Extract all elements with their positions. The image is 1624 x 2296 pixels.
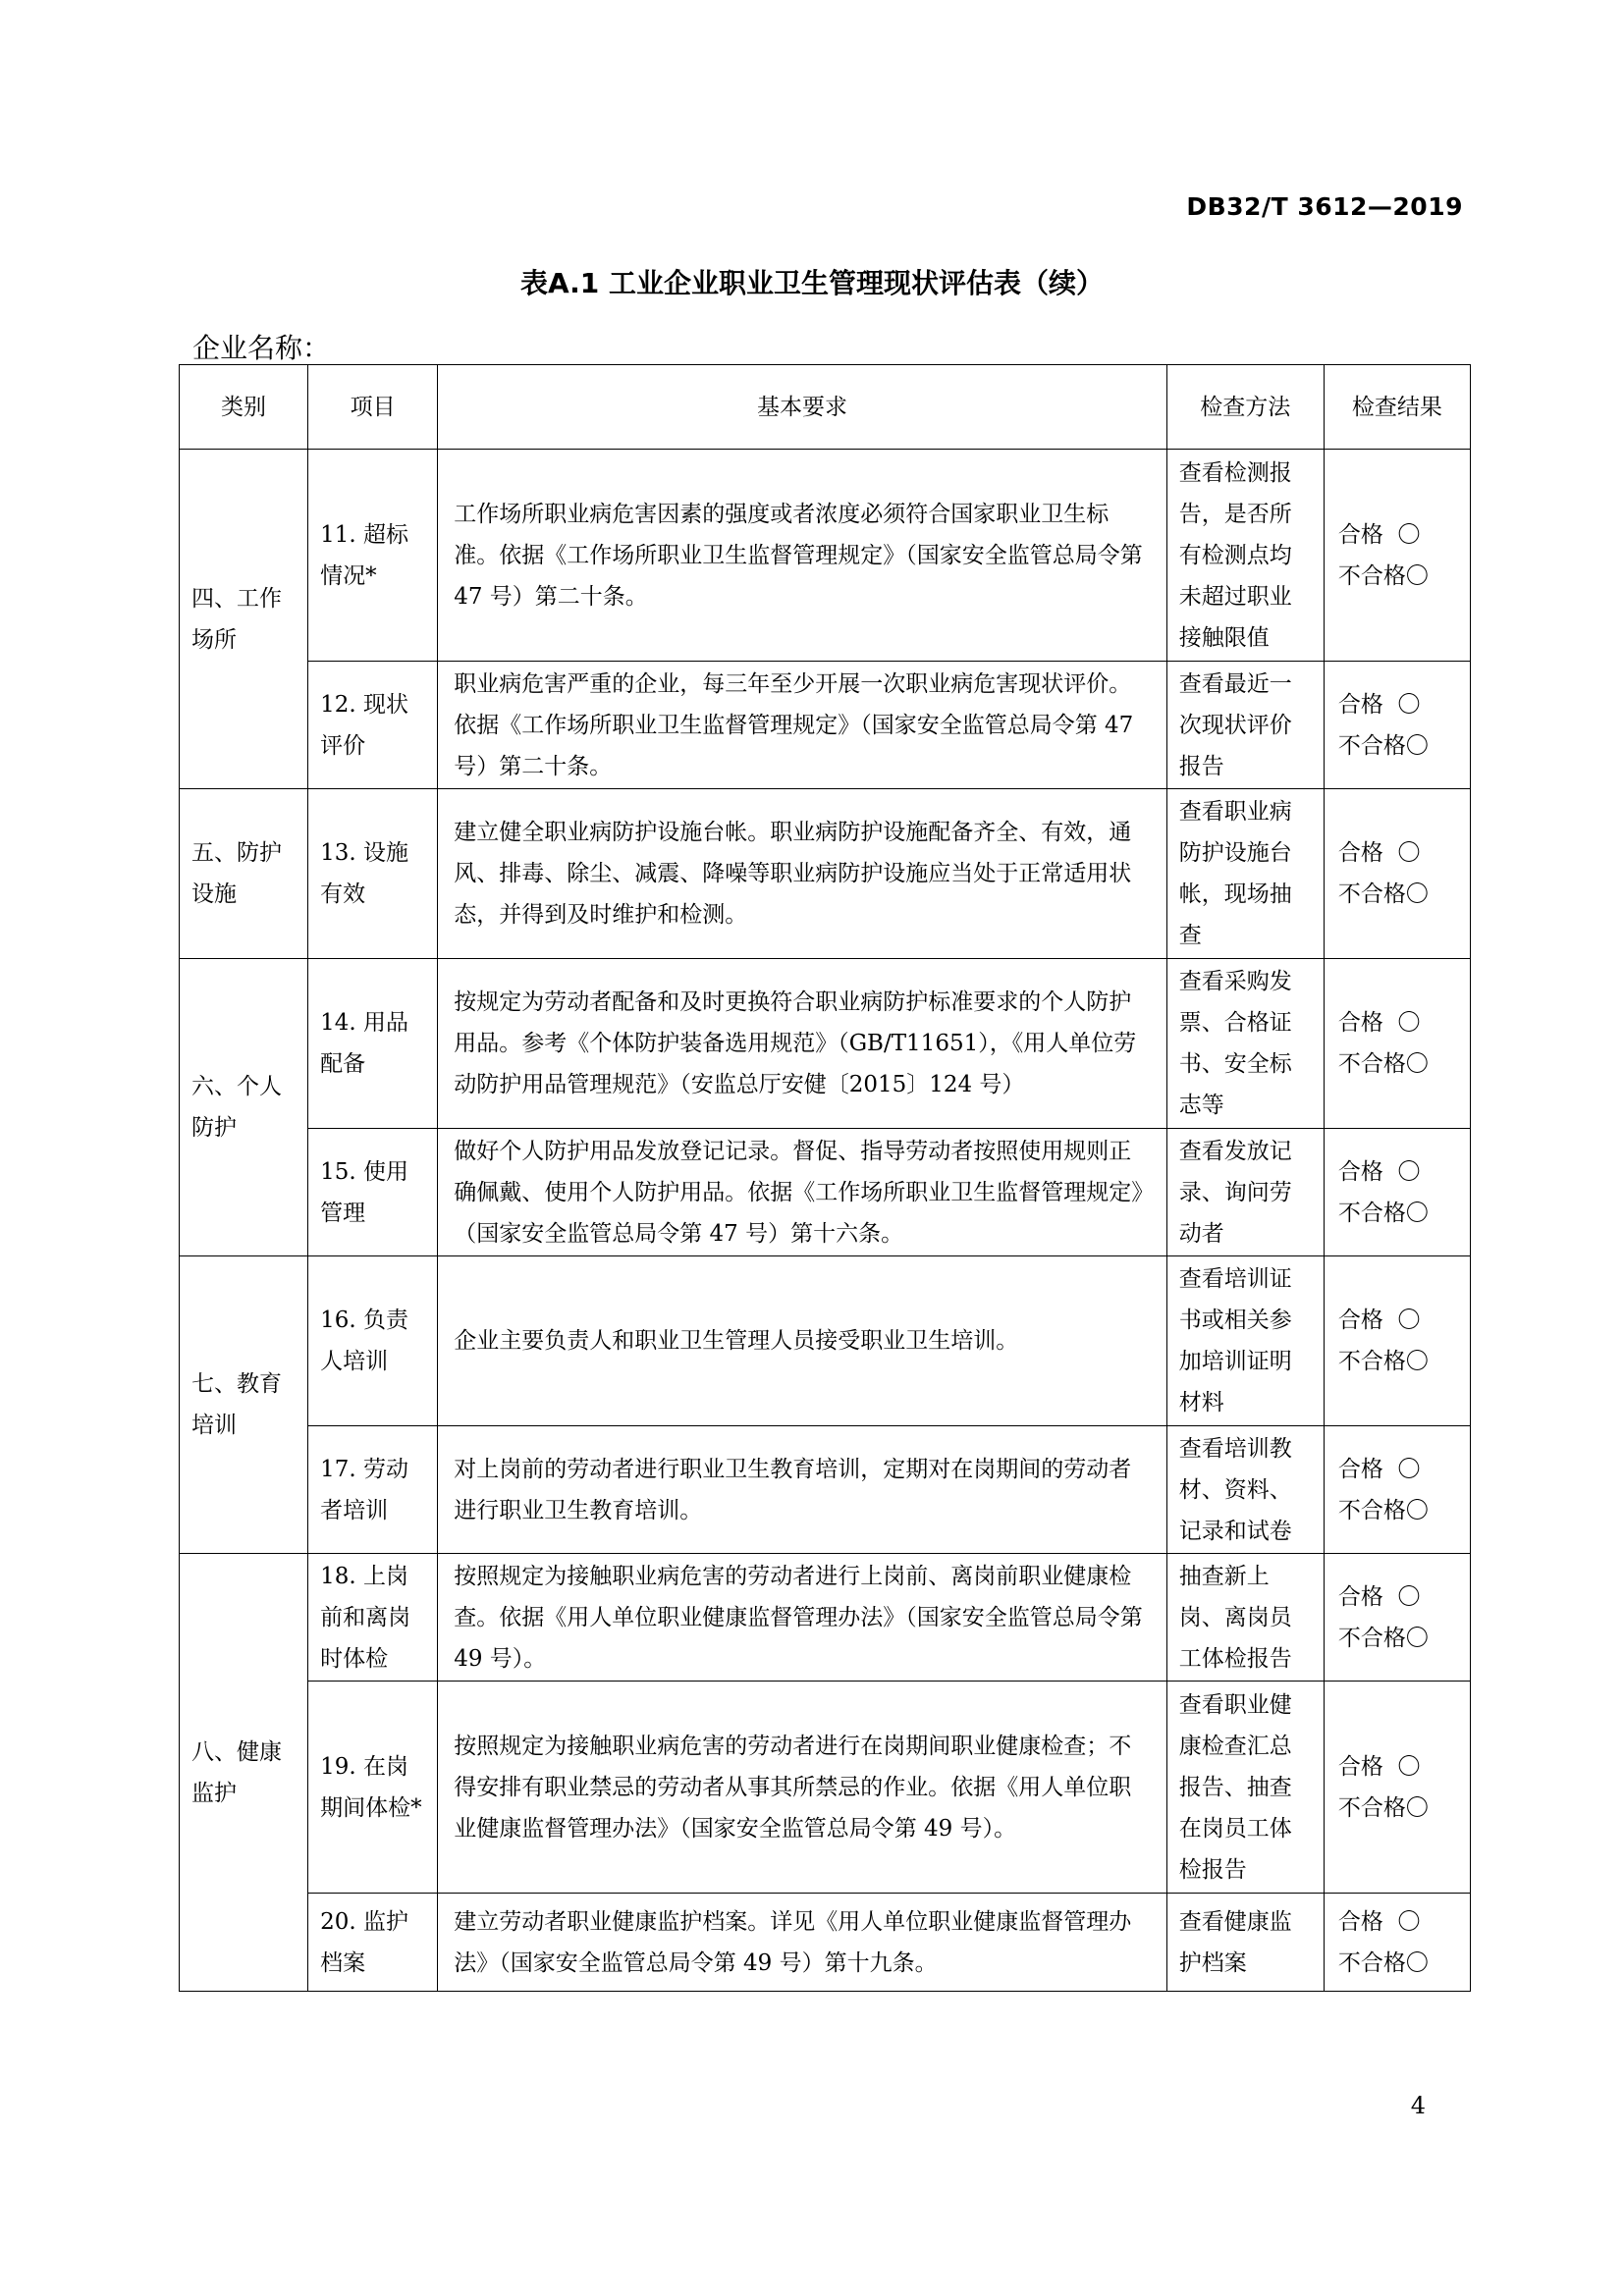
table-row	[180, 662, 1471, 789]
result-pass-option[interactable]: 合格 〇	[1337, 1456, 1421, 1482]
requirement-cell: 做好个人防护用品发放登记记录。督促、指导劳动者按照使用规则正确佩戴、使用个人防护用品。依据《工作场所职业卫生监督管理规定》（国家安全监管总局令第 47 号）第十六条。	[438, 1129, 1167, 1256]
result-fail-option[interactable]: 不合格〇	[1337, 562, 1429, 589]
method-cell: 查看健康监护档案	[1166, 1894, 1324, 1992]
method-cell: 查看职业健康检查汇总报告、抽查在岗员工体检报告	[1166, 1682, 1324, 1894]
result-fail-option[interactable]: 不合格〇	[1337, 881, 1429, 907]
item-cell: 12. 现状评价	[308, 662, 438, 789]
result-cell	[1324, 1682, 1470, 1894]
requirement-cell: 建立劳动者职业健康监护档案。详见《用人单位职业健康监督管理办法》（国家安全监管总局令第 49 号）第十九条。	[438, 1894, 1167, 1992]
result-cell	[1324, 1256, 1470, 1426]
table-header-row	[180, 365, 1471, 450]
category-cell: 五、防护设施	[180, 789, 308, 959]
category-cell: 七、教育培训	[180, 1256, 308, 1554]
table-row	[180, 1894, 1471, 1992]
method-cell: 查看采购发票、合格证书、安全标志等	[1166, 959, 1324, 1129]
result-pass-option[interactable]: 合格 〇	[1337, 1753, 1421, 1780]
result-cell	[1324, 1554, 1470, 1682]
requirement-cell: 企业主要负责人和职业卫生管理人员接受职业卫生培训。	[438, 1256, 1167, 1426]
table-row	[180, 1554, 1471, 1682]
result-pass-option[interactable]: 合格 〇	[1337, 1308, 1421, 1333]
header-requirement: 基本要求	[438, 365, 1167, 450]
item-cell: 15. 使用管理	[308, 1129, 438, 1256]
result-pass-option[interactable]: 合格 〇	[1337, 1158, 1421, 1185]
result-pass-option[interactable]: 合格 〇	[1337, 521, 1421, 548]
result-cell	[1324, 1894, 1470, 1992]
requirement-cell: 建立健全职业病防护设施台帐。职业病防护设施配备齐全、有效，通风、排毒、除尘、减震、降噪等职业病防护设施应当处于正常适用状态，并得到及时维护和检测。	[438, 789, 1167, 959]
table-row	[180, 1256, 1471, 1426]
requirement-cell: 按规定为劳动者配备和及时更换符合职业病防护标准要求的个人防护用品。参考《个体防护装备选用规范》（GB/T11651），《用人单位劳动防护用品管理规范》（安监总厅安健〔2015〕124 号）	[438, 959, 1167, 1129]
standard-code: DB32/T 3612—2019	[1186, 192, 1463, 221]
result-fail-option[interactable]: 不合格〇	[1337, 1794, 1429, 1821]
item-cell: 19. 在岗期间体检*	[308, 1682, 438, 1894]
item-cell: 13. 设施有效	[308, 789, 438, 959]
table-row	[180, 959, 1471, 1129]
page-number: 4	[1410, 2092, 1426, 2119]
method-cell: 查看最近一次现状评价报告	[1166, 662, 1324, 789]
table-row	[180, 450, 1471, 662]
table-title: 表A.1 工业企业职业卫生管理现状评估表（续）	[519, 267, 1105, 299]
table-row	[180, 1426, 1471, 1554]
result-fail-option[interactable]: 不合格〇	[1337, 1349, 1429, 1374]
result-cell	[1324, 1426, 1470, 1554]
header-result: 检查结果	[1324, 365, 1470, 450]
result-fail-option[interactable]: 不合格〇	[1337, 1625, 1429, 1651]
header-item: 项目	[308, 365, 438, 450]
result-cell	[1324, 662, 1470, 789]
category-cell: 四、工作场所	[180, 450, 308, 789]
item-cell: 16. 负责人培训	[308, 1256, 438, 1426]
item-cell: 14. 用品配备	[308, 959, 438, 1129]
result-pass-option[interactable]: 合格 〇	[1337, 1908, 1421, 1935]
method-cell: 查看检测报告，是否所有检测点均未超过职业接触限值	[1166, 450, 1324, 662]
company-name-label: 企业名称：	[192, 332, 331, 364]
result-fail-option[interactable]: 不合格〇	[1337, 1497, 1429, 1523]
requirement-cell: 对上岗前的劳动者进行职业卫生教育培训，定期对在岗期间的劳动者进行职业卫生教育培训。	[438, 1426, 1167, 1554]
category-cell: 八、健康监护	[180, 1554, 308, 1992]
method-cell: 查看发放记录、询问劳动者	[1166, 1129, 1324, 1256]
item-cell: 18. 上岗前和离岗时体检	[308, 1554, 438, 1682]
result-fail-option[interactable]: 不合格〇	[1337, 1200, 1429, 1226]
result-cell	[1324, 959, 1470, 1129]
requirement-cell: 按照规定为接触职业病危害的劳动者进行上岗前、离岗前职业健康检查。依据《用人单位职业健康监督管理办法》（国家安全监管总局令第 49 号）。	[438, 1554, 1167, 1682]
method-cell: 查看培训证书或相关参加培训证明材料	[1166, 1256, 1324, 1426]
table-row	[180, 789, 1471, 959]
result-pass-option[interactable]: 合格 〇	[1337, 1010, 1421, 1036]
table-row	[180, 1682, 1471, 1894]
result-pass-option[interactable]: 合格 〇	[1337, 691, 1421, 718]
method-cell: 查看职业病防护设施台帐，现场抽查	[1166, 789, 1324, 959]
assessment-table	[179, 364, 1471, 1992]
result-cell	[1324, 1129, 1470, 1256]
result-cell	[1324, 450, 1470, 662]
method-cell: 查看培训教材、资料、记录和试卷	[1166, 1426, 1324, 1554]
header-method: 检查方法	[1166, 365, 1324, 450]
table-row	[180, 1129, 1471, 1256]
category-cell: 六、个人防护	[180, 959, 308, 1256]
result-pass-option[interactable]: 合格 〇	[1337, 840, 1421, 866]
result-fail-option[interactable]: 不合格〇	[1337, 732, 1429, 759]
method-cell: 抽查新上岗、离岗员工体检报告	[1166, 1554, 1324, 1682]
item-cell: 17. 劳动者培训	[308, 1426, 438, 1554]
requirement-cell: 工作场所职业病危害因素的强度或者浓度必须符合国家职业卫生标准。依据《工作场所职业卫生监督管理规定》（国家安全监管总局令第 47 号）第二十条。	[438, 450, 1167, 662]
requirement-cell: 职业病危害严重的企业，每三年至少开展一次职业病危害现状评价。依据《工作场所职业卫生监督管理规定》（国家安全监管总局令第 47 号）第二十条。	[438, 662, 1167, 789]
header-category: 类别	[180, 365, 308, 450]
item-cell: 11. 超标情况*	[308, 450, 438, 662]
requirement-cell: 按照规定为接触职业病危害的劳动者进行在岗期间职业健康检查；不得安排有职业禁忌的劳动者从事其所禁忌的作业。依据《用人单位职业健康监督管理办法》（国家安全监管总局令第 49 号）。	[438, 1682, 1167, 1894]
result-fail-option[interactable]: 不合格〇	[1337, 1949, 1429, 1976]
result-pass-option[interactable]: 合格 〇	[1337, 1583, 1421, 1610]
item-cell: 20. 监护档案	[308, 1894, 438, 1992]
result-cell	[1324, 789, 1470, 959]
result-fail-option[interactable]: 不合格〇	[1337, 1051, 1429, 1077]
